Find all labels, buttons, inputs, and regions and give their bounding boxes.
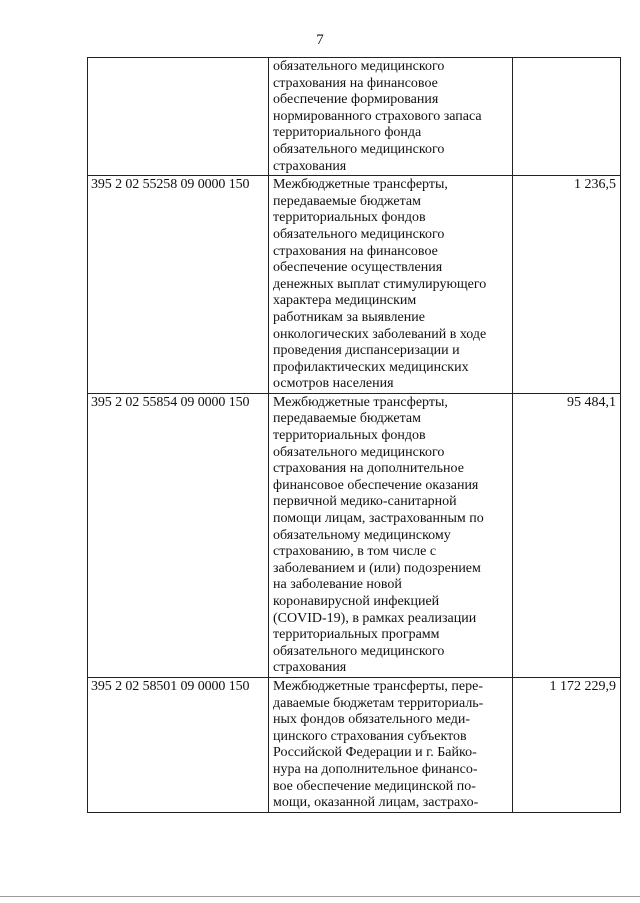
table-row-continuation <box>88 58 621 176</box>
description-text: обязательного медицинского страхования на финансовое обеспечение формирования нормированного страхового запаса территориального фонда обязательного медицинского страхования <box>273 59 482 174</box>
budget-code-cell: 395 2 02 55854 09 0000 150 <box>88 393 269 677</box>
budget-table <box>87 57 621 813</box>
table-row <box>88 176 621 394</box>
budget-code-cell: 395 2 02 55258 09 0000 150 <box>88 176 269 394</box>
amount-cell: 95 484,1 <box>513 393 621 677</box>
description-cell <box>269 176 513 394</box>
description-cell <box>269 393 513 677</box>
description-text: Межбюджетные трансферты, пере- даваемые бюджетам территориаль- ных фондов обязательного меди- цинского страхования субъектов Российской Федерации и г. Байко- нура на дополнительное финансо- вое обеспечение медицинской по- мощи, оказанной лицам, застрахо- <box>273 678 484 811</box>
amount-cell: 1 236,5 <box>513 176 621 394</box>
table-row <box>88 677 621 812</box>
budget-code-cell <box>88 58 269 176</box>
budget-code-cell: 395 2 02 58501 09 0000 150 <box>88 677 269 812</box>
description-text: Межбюджетные трансферты, передаваемые бюджетам территориальных фондов обязательного медицинского страхования на финансовое обеспечение осуществления денежных выплат стимулирующего характера медицинским работникам за выявление онкологических заболеваний в ходе проведения диспансеризации и профилактических медицинских осмотров населения <box>273 177 487 392</box>
amount-cell <box>513 58 621 176</box>
page-bottom-edge <box>0 896 640 897</box>
description-text: Межбюджетные трансферты, передаваемые бюджетам территориальных фондов обязательного медицинского страхования на дополнительное финансовое обеспечение оказания первичной медико-санитарной помощи лицам, застрахованным по обязательному медицинскому страхованию, в том числе с заболеванием и (или) подозрением на заболевание новой коронавирусной инфекцией (COVID-19), в рамках реализации территориальных программ обязательного медицинского страхования <box>273 394 484 676</box>
description-cell <box>269 58 513 176</box>
page-number: 7 <box>316 32 324 48</box>
table-row <box>88 393 621 677</box>
description-cell <box>269 677 513 812</box>
amount-cell: 1 172 229,9 <box>513 677 621 812</box>
